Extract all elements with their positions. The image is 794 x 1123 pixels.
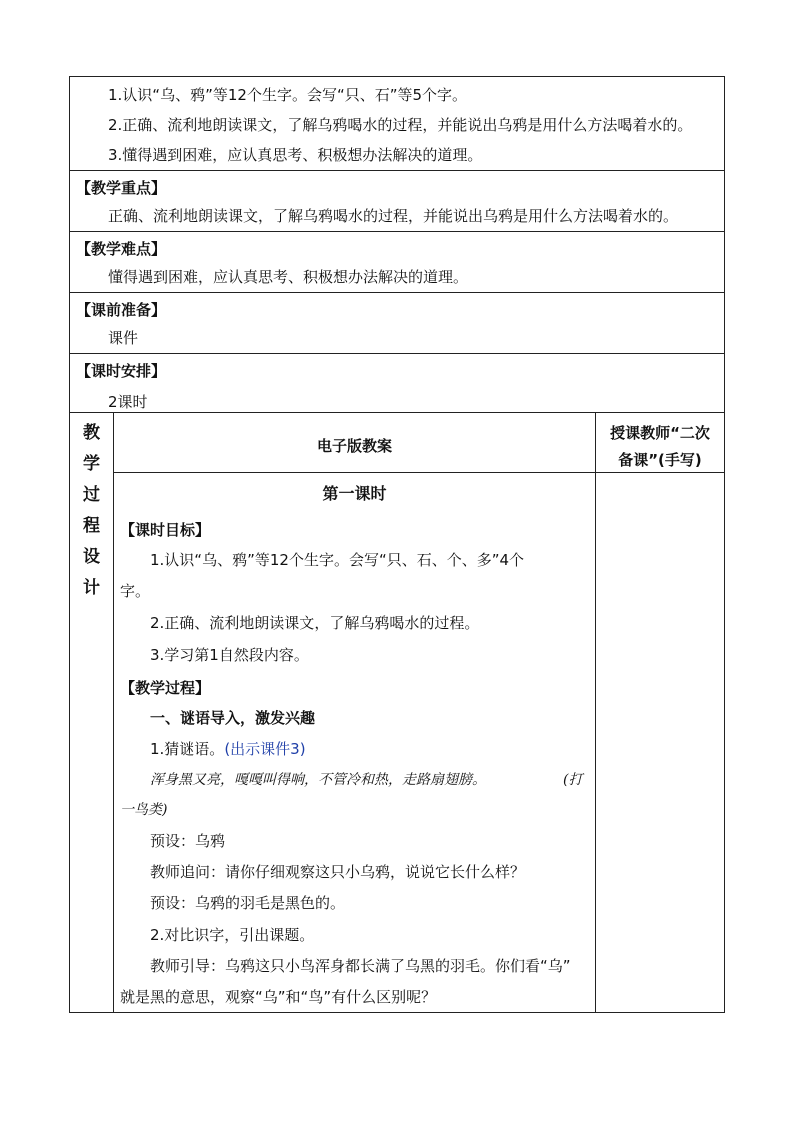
teacher-notes-header-line1: 授课教师“二次 bbox=[610, 424, 710, 442]
lesson-goal-item-cont: 字。 bbox=[120, 582, 151, 600]
process-side-label bbox=[70, 418, 113, 604]
row-divider bbox=[69, 412, 725, 413]
section-text: 懂得遇到困难，应认真思考、积极想办法解决的道理。 bbox=[108, 268, 469, 286]
lesson-goal-item: 1.认识“乌、鸦”等12个生字。会写“只、石、个、多”4个 bbox=[150, 551, 525, 569]
side-label-char: 设 bbox=[83, 547, 100, 567]
section-one-title: 一、谜语导入，激发兴趣 bbox=[150, 709, 316, 727]
teacher-question: 教师追问：请你仔细观察这只小乌鸦，说说它长什么样？ bbox=[150, 863, 526, 881]
riddle-line: 浑身黑又亮，嘎嘎叫得响，不管冷和热，走路扇翅膀。 bbox=[150, 772, 486, 788]
side-label-char: 教 bbox=[83, 423, 100, 443]
side-label-char: 程 bbox=[83, 516, 100, 536]
step-two: 2.对比识字，引出课题。 bbox=[150, 926, 315, 944]
column-divider bbox=[595, 412, 596, 1013]
section-heading: 【教学难点】 bbox=[76, 240, 167, 258]
lesson-title: 第一课时 bbox=[322, 484, 387, 503]
row-divider bbox=[69, 231, 725, 232]
side-label-char: 学 bbox=[83, 454, 100, 474]
section-heading: 【课时安排】 bbox=[76, 362, 167, 380]
table-border-top bbox=[69, 76, 725, 77]
table-border-right bbox=[724, 76, 725, 1013]
section-text: 2课时 bbox=[108, 393, 148, 411]
row-divider bbox=[69, 292, 725, 293]
objective-item: 2.正确、流利地朗读课文，了解乌鸦喝水的过程，并能说出乌鸦是用什么方法喝着水的。 bbox=[108, 116, 693, 134]
section-text: 课件 bbox=[108, 329, 139, 347]
teacher-guidance-cont: 就是黑的意思，观察“乌”和“鸟”有什么区别呢？ bbox=[120, 988, 437, 1006]
riddle-tail: (打 bbox=[563, 772, 583, 788]
table-border-bottom bbox=[69, 1012, 725, 1013]
section-heading: 【教学重点】 bbox=[76, 179, 167, 197]
preset-answer: 预设：乌鸦的羽毛是黑色的。 bbox=[150, 894, 346, 912]
preset-answer: 预设：乌鸦 bbox=[150, 832, 226, 850]
side-label-char: 过 bbox=[83, 485, 100, 505]
row-divider bbox=[69, 353, 725, 354]
row-divider bbox=[113, 472, 725, 473]
teaching-process-heading: 【教学过程】 bbox=[120, 679, 211, 697]
electronic-plan-header: 电子版教案 bbox=[316, 437, 392, 455]
side-label-char: 计 bbox=[83, 578, 100, 598]
row-divider bbox=[69, 170, 725, 171]
step-one bbox=[150, 739, 306, 759]
section-text: 正确、流利地朗读课文，了解乌鸦喝水的过程，并能说出乌鸦是用什么方法喝着水的。 bbox=[108, 207, 679, 225]
lesson-goal-item: 3.学习第1自然段内容。 bbox=[150, 646, 309, 664]
courseware-link[interactable]: (出示课件3) bbox=[224, 740, 306, 758]
teacher-notes-header-line2: 备课”(手写) bbox=[618, 451, 702, 469]
objective-item: 1.认识“乌、鸦”等12个生字。会写“只、石”等5个字。 bbox=[108, 86, 468, 104]
teacher-guidance: 教师引导：乌鸦这只小鸟浑身都长满了乌黑的羽毛。你们看“乌” bbox=[150, 957, 571, 975]
section-heading: 【课前准备】 bbox=[76, 301, 167, 319]
step-one-text: 1.猜谜语。 bbox=[150, 740, 225, 758]
riddle-line-cont: 一鸟类) bbox=[120, 802, 168, 818]
objective-item: 3.懂得遇到困难，应认真思考、积极想办法解决的道理。 bbox=[108, 146, 483, 164]
lesson-goal-heading: 【课时目标】 bbox=[120, 521, 211, 539]
lesson-goal-item: 2.正确、流利地朗读课文，了解乌鸦喝水的过程。 bbox=[150, 614, 480, 632]
